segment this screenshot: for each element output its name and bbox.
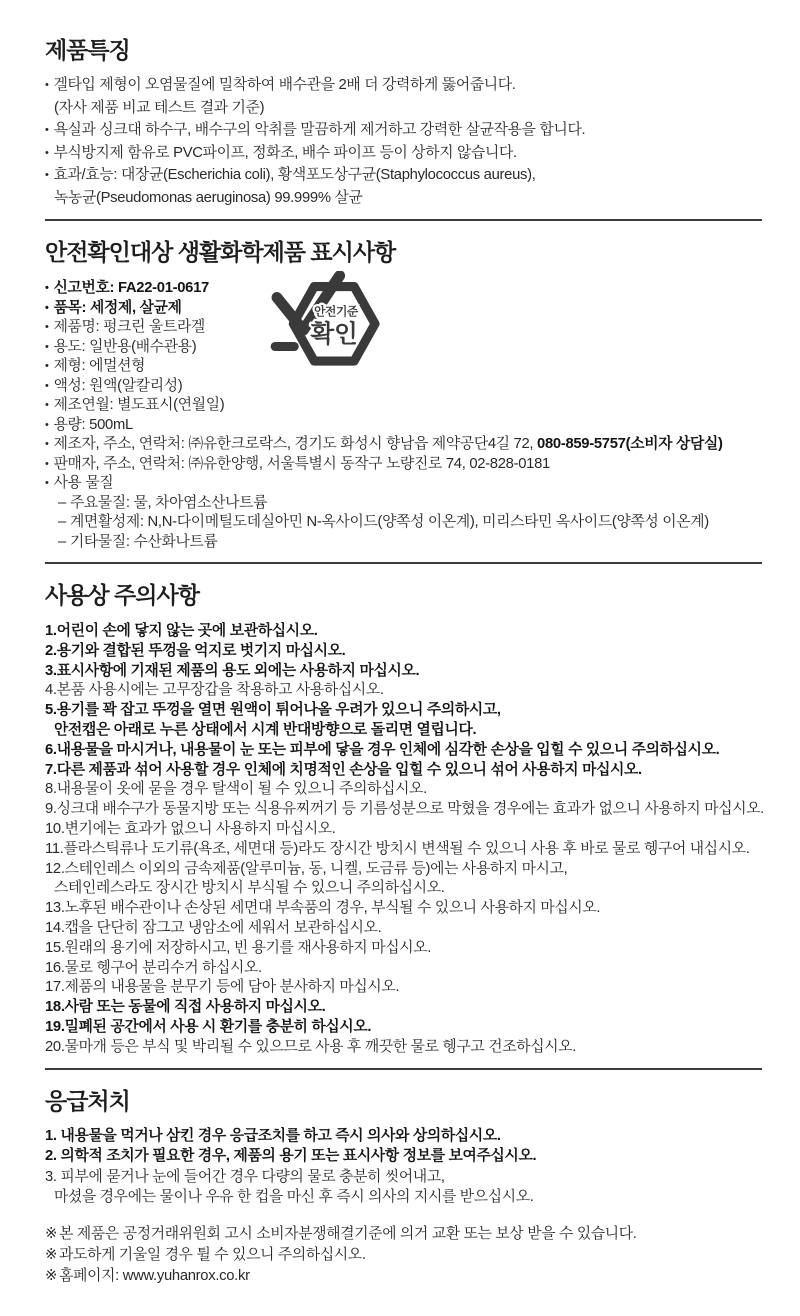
line-text: 2.용기와 결합된 뚜껑을 억지로 벗기지 마십시오. bbox=[45, 642, 346, 659]
line-text: 신고번호: FA22-01-0617 bbox=[53, 280, 209, 296]
first-aid-title: 응급처치 bbox=[45, 1087, 130, 1114]
line-text: 사용 물질 bbox=[53, 475, 114, 491]
badge-text-big: 확인 bbox=[310, 320, 358, 348]
labeling-line bbox=[45, 494, 762, 514]
line-text: 용량: 500mL bbox=[53, 416, 133, 433]
first-aid-line bbox=[45, 1167, 762, 1188]
line-text: 10.변기에는 효과가 없으니 사용하지 마십시오. bbox=[45, 820, 336, 837]
footnote-line bbox=[45, 1224, 762, 1245]
first-aid-line bbox=[45, 1187, 762, 1208]
labeling-line bbox=[45, 474, 762, 494]
precaution-line bbox=[45, 840, 762, 860]
line-text: 4.본품 사용시에는 고무장갑을 착용하고 사용하십시오. bbox=[45, 682, 384, 699]
line-text: 겔타입 제형이 오염물질에 밀착하여 배수관을 2배 더 강력하게 뚫어줍니다. bbox=[53, 77, 516, 93]
labeling-line bbox=[45, 318, 762, 338]
bullet-marker: • bbox=[45, 457, 49, 470]
precaution-line bbox=[45, 978, 762, 998]
bullet-marker: • bbox=[45, 418, 49, 431]
precaution-line bbox=[45, 622, 762, 642]
labeling-title: 안전확인대상 생활화학제품 표시사항 bbox=[45, 239, 396, 265]
first-aid-line bbox=[45, 1146, 762, 1167]
line-text: 6.내용물을 마시거나, 내용물이 눈 또는 피부에 닿을 경우 인체에 심각한 손상을 입힐 수 있으니 주의하십시오. bbox=[45, 741, 720, 758]
bullet-marker: • bbox=[45, 282, 49, 294]
first-aid-line bbox=[45, 1126, 762, 1147]
line-text: 효과/효능: 대장균(Escherichia coli), 황색포도상구균(Staphylococcus aureus), bbox=[53, 167, 536, 183]
precaution-line bbox=[45, 761, 762, 781]
labeling-line bbox=[45, 357, 762, 377]
line-text: 스테인레스라도 장시간 방치시 부식될 수 있으니 주의하십시오. bbox=[54, 880, 445, 897]
section-precautions bbox=[45, 580, 762, 1058]
bullet-marker: • bbox=[45, 379, 49, 392]
line-text: 1. 내용물을 먹거나 삼킨 경우 응급조치를 하고 즉시 의사와 상의하십시오. bbox=[45, 1127, 501, 1144]
line-text: 19.밀폐된 공간에서 사용 시 환기를 충분히 하십시오. bbox=[45, 1018, 372, 1035]
labeling-line bbox=[45, 299, 762, 319]
line-text: 11.플라스틱류나 도기류(욕조, 세면대 등)라도 장시간 방치시 변색될 수 있으니 사용 후 바로 물로 헹구어 내십시오. bbox=[45, 840, 750, 857]
bullet-marker: • bbox=[45, 79, 49, 91]
precaution-line bbox=[45, 701, 762, 721]
bullet-marker: • bbox=[45, 438, 49, 450]
precaution-line bbox=[45, 1038, 762, 1058]
features-line bbox=[45, 74, 762, 97]
precaution-line bbox=[45, 899, 762, 919]
line-text: 3.표시사항에 기재된 제품의 용도 외에는 사용하지 마십시오. bbox=[45, 662, 420, 679]
line-text: 제형: 에멀션형 bbox=[53, 358, 146, 374]
section-labeling bbox=[45, 237, 762, 552]
line-text: 15.원래의 용기에 저장하시고, 빈 용기를 재사용하지 마십시오. bbox=[45, 939, 432, 956]
precaution-line bbox=[45, 919, 762, 939]
bullet-marker: • bbox=[45, 360, 49, 372]
section-divider bbox=[45, 562, 762, 564]
line-text: 080-859-5757(소비자 상담실) bbox=[537, 436, 723, 452]
bullet-marker: • bbox=[45, 146, 49, 159]
bullet-marker: • bbox=[45, 124, 49, 136]
features-line bbox=[45, 164, 762, 187]
line-text: 용도: 일반용(배수관용) bbox=[53, 338, 197, 355]
precaution-line bbox=[45, 1018, 762, 1038]
line-text: 기타물질: 수산화나트륨 bbox=[69, 533, 218, 550]
precaution-line bbox=[45, 662, 762, 682]
line-text: 12.스테인레스 이외의 금속제품(알루미늄, 동, 니켈, 도금류 등)에는 사용하지 마시고, bbox=[45, 860, 568, 877]
line-text: 제조연월: 별도표시(연월일) bbox=[53, 397, 225, 413]
precaution-line bbox=[45, 860, 762, 880]
dash-marker: – bbox=[58, 514, 66, 530]
dash-marker: – bbox=[58, 494, 66, 511]
reference-marker: ※ bbox=[45, 1225, 58, 1242]
line-text: 액성: 원액(알칼리성) bbox=[53, 377, 183, 394]
precaution-line bbox=[45, 780, 762, 800]
footnote-line bbox=[45, 1245, 762, 1266]
precaution-line bbox=[45, 800, 762, 820]
line-text: 본 제품은 공정거래위원회 고시 소비자분쟁해결기준에 의거 교환 또는 보상 받을 수 있습니다. bbox=[59, 1225, 637, 1242]
first-aid-list bbox=[45, 1126, 762, 1208]
line-text: 홈페이지: www.yuhanrox.co.kr bbox=[59, 1267, 250, 1284]
line-text: (자사 제품 비교 테스트 결과 기준) bbox=[54, 99, 265, 116]
line-text: 과도하게 기울일 경우 튈 수 있으니 주의하십시오. bbox=[59, 1246, 366, 1263]
line-text: 3. 피부에 묻거나 눈에 들어간 경우 다량의 물로 충분히 씻어내고, bbox=[45, 1168, 445, 1185]
safety-check-hexagon-icon bbox=[267, 271, 385, 373]
reference-marker: ※ bbox=[45, 1246, 58, 1263]
line-text: 녹농균(Pseudomonas aeruginosa) 99.999% 살균 bbox=[54, 189, 363, 206]
line-text: 1.어린이 손에 닿지 않는 곳에 보관하십시오. bbox=[45, 623, 318, 639]
line-text: 20.물마개 등은 부식 및 박리될 수 있으므로 사용 후 깨끗한 물로 헹구고 건조하십시오. bbox=[45, 1038, 577, 1055]
line-text: 욕실과 싱크대 하수구, 배수구의 악취를 말끔하게 제거하고 강력한 살균작용을 합니다. bbox=[53, 122, 586, 138]
dash-marker: – bbox=[58, 533, 66, 550]
section-divider bbox=[45, 1068, 762, 1070]
line-text: 계면활성제: N,N-다이메틸도데실아민 N-옥사이드(양쪽성 이온계), 미리스타민 옥사이드(양쪽성 이온계) bbox=[69, 514, 709, 530]
labeling-line bbox=[45, 396, 762, 416]
reference-marker: ※ bbox=[45, 1267, 58, 1284]
line-text: 8.내용물이 옷에 묻을 경우 탈색이 될 수 있으니 주의하십시오. bbox=[45, 781, 427, 798]
precaution-line bbox=[45, 959, 762, 979]
line-text: 부식방지제 함유로 PVC파이프, 정화조, 배수 파이프 등이 상하지 않습니다. bbox=[53, 144, 517, 161]
safety-certification-mark bbox=[267, 271, 385, 373]
line-text: 2. 의학적 조치가 필요한 경우, 제품의 용기 또는 표시사항 정보를 보여주십시오. bbox=[45, 1148, 537, 1165]
line-text: 17.제품의 내용물을 분무기 등에 담아 분사하지 마십시오. bbox=[45, 979, 400, 996]
precaution-line bbox=[45, 741, 762, 761]
features-title: 제품특징 bbox=[45, 37, 130, 63]
precautions-title: 사용상 주의사항 bbox=[45, 582, 199, 608]
line-text: 18.사람 또는 동물에 직접 사용하지 마십시오. bbox=[45, 999, 326, 1016]
section-features bbox=[45, 36, 762, 209]
line-text: 품목: 세정제, 살균제 bbox=[53, 299, 182, 316]
precaution-line bbox=[45, 939, 762, 959]
line-text: 판매자, 주소, 연락처: ㈜유한양행, 서울특별시 동작구 노량진로 74, 02-828-0181 bbox=[53, 455, 550, 472]
features-list bbox=[45, 74, 762, 209]
bullet-marker: • bbox=[45, 301, 49, 314]
line-text: 9.싱크대 배수구가 동물지방 또는 식용유찌꺼기 등 기름성분으로 막혔을 경우에는 효과가 없으니 사용하지 마십시오. bbox=[45, 801, 764, 818]
line-text: 주요물질: 물, 차아염소산나트륨 bbox=[69, 494, 268, 511]
precaution-line bbox=[45, 879, 762, 899]
line-text: 16.물로 헹구어 분리수거 하십시오. bbox=[45, 959, 262, 976]
features-line bbox=[45, 142, 762, 165]
labeling-list bbox=[45, 279, 762, 552]
line-text: 제조자, 주소, 연락처: ㈜유한크로락스, 경기도 화성시 향남읍 제약공단4길 72, bbox=[53, 436, 538, 452]
section-footnotes bbox=[45, 1224, 762, 1287]
labeling-line bbox=[45, 338, 762, 358]
line-text: 마셨을 경우에는 물이나 우유 한 컵을 마신 후 즉시 의사의 지시를 받으십시오. bbox=[54, 1189, 534, 1206]
bullet-marker: • bbox=[45, 169, 49, 181]
footnotes-list bbox=[45, 1224, 762, 1287]
precaution-line bbox=[45, 998, 762, 1018]
labeling-line bbox=[45, 533, 762, 553]
badge-text-small: 안전기준 bbox=[314, 304, 358, 319]
features-line bbox=[45, 187, 762, 210]
bullet-marker: • bbox=[45, 477, 49, 489]
labeling-line bbox=[45, 416, 762, 436]
bullet-marker: • bbox=[45, 399, 49, 411]
line-text: 제품명: 펑크린 울트라겔 bbox=[53, 319, 205, 335]
features-line bbox=[45, 119, 762, 142]
line-text: 5.용기를 꽉 잡고 뚜껑을 열면 원액이 튀어나올 우려가 있으니 주의하시고, bbox=[45, 702, 501, 719]
precaution-line bbox=[45, 721, 762, 741]
footnote-line bbox=[45, 1266, 762, 1287]
line-text: 안전캡은 아래로 누른 상태에서 시계 반대방향으로 돌리면 열립니다. bbox=[54, 721, 477, 738]
labeling-line bbox=[45, 435, 762, 455]
features-line bbox=[45, 97, 762, 120]
section-divider bbox=[45, 219, 762, 221]
bullet-marker: • bbox=[45, 321, 49, 333]
precaution-line bbox=[45, 642, 762, 662]
precaution-line bbox=[45, 681, 762, 701]
labeling-line bbox=[45, 455, 762, 475]
labeling-line bbox=[45, 279, 762, 299]
labeling-line bbox=[45, 513, 762, 533]
precautions-list bbox=[45, 622, 762, 1058]
precaution-line bbox=[45, 820, 762, 840]
line-text: 7.다른 제품과 섞어 사용할 경우 인체에 치명적인 손상을 입힐 수 있으니 섞어 사용하지 마십시오. bbox=[45, 761, 642, 778]
bullet-marker: • bbox=[45, 340, 49, 353]
line-text: 13.노후된 배수관이나 손상된 세면대 부속품의 경우, 부식될 수 있으니 사용하지 마십시오. bbox=[45, 900, 601, 917]
labeling-line bbox=[45, 377, 762, 397]
line-text: 14.캡을 단단히 잠그고 냉암소에 세워서 보관하십시오. bbox=[45, 919, 382, 936]
section-first-aid bbox=[45, 1086, 762, 1208]
